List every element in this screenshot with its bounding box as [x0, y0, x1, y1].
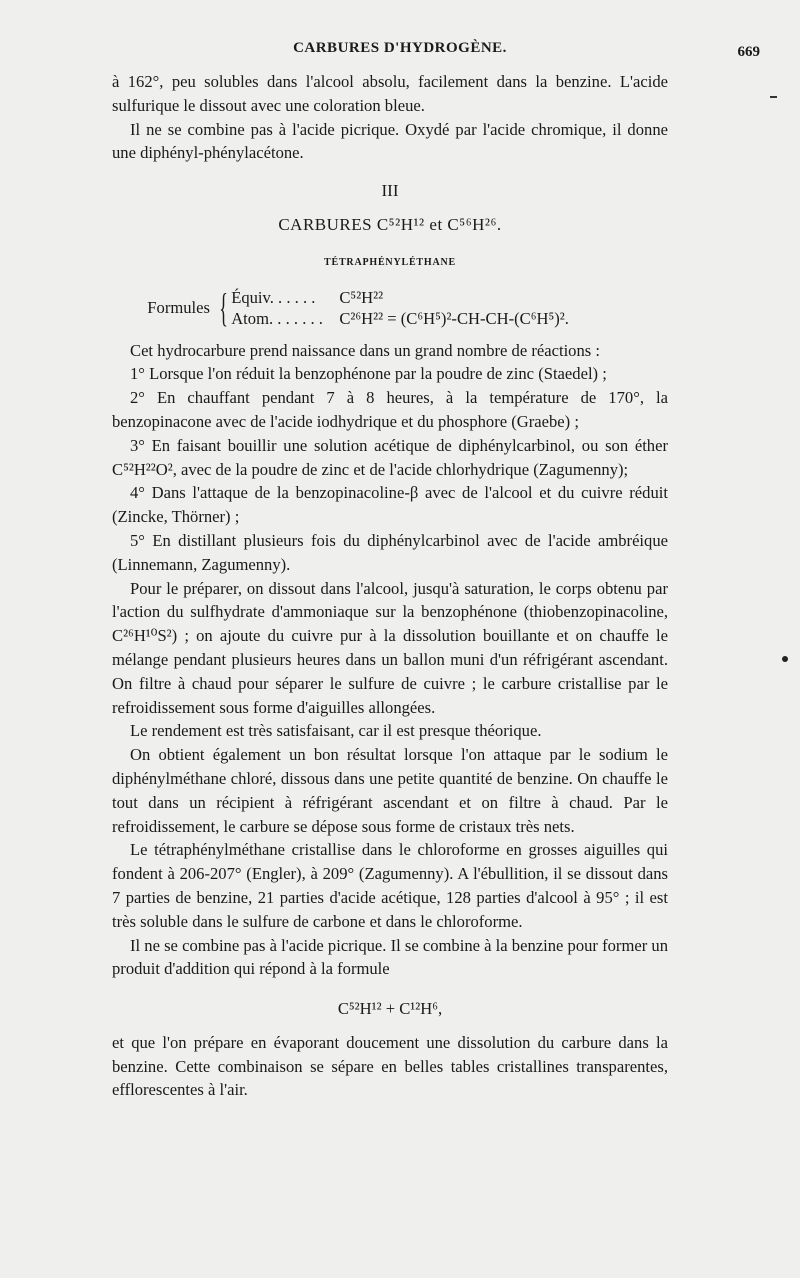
section-title: CARBURES C⁵²H¹² et C⁵⁶H²⁶. [278, 214, 502, 234]
ink-speck [782, 656, 788, 662]
ink-mark [770, 96, 777, 98]
paragraph: On obtient également un bon résultat lorsque l'on attaque par le sodium le diphénylméthane chloré, dissous dans une petite quantité de benzine. On chauffe le tout dans un récipient à réfrigérant ascendant et on filtre à chaud. Par le refroidissement, le carbure se dépose sous forme de cristaux très nets. [112, 745, 668, 836]
list-item: 5° En distillant plusieurs fois du diphénylcarbinol avec de l'acide ambréique (Linnemann, Zagumenny). [112, 530, 668, 574]
list-item: 3° En faisant bouillir une solution acétique de diphénylcarbinol, ou son éther C⁵²H²²O², avec de la poudre de zinc et de l'acide chlorhydrique (Zagumenny); [112, 435, 668, 479]
list-item: 4° Dans l'attaque de la benzopinacoline-β avec de l'alcool et du cuivre réduit (Zincke, Thörner) ; [112, 483, 668, 527]
list-item: 2° En chauffant pendant 7 à 8 heures, à la température de 170°, la benzopinacone avec de l'acide iodhydrique et du phosphore (Graebe) ; [112, 388, 668, 431]
formula-atom-label: Atom. . . . . . . [231, 308, 323, 328]
body-text [112, 70, 668, 1102]
paragraph: Le rendement est très satisfaisant, car il est presque théorique. [130, 721, 542, 741]
formula-lines [231, 287, 569, 329]
formula-equiv [231, 287, 569, 308]
formula-equiv-label: Équiv. . . . . . [231, 287, 316, 307]
brace-glyph: { [219, 284, 228, 330]
paragraph: Pour le préparer, on dissout dans l'alcool, jusqu'à saturation, le corps obtenu par l'action du sulfhydrate d'ammoniaque sur la benzophénone (thiobenzopinacoline, C²⁶H¹⁰S²) ; on ajoute du cuivre pur à la dissolution bouillante et on chauffe le mélange pendant plusieurs heures dans un ballon muni d'un réfrigérant ascendant. On filtre à chaud pour séparer le sulfure de cuivre ; le carbure cristallise par le refroidissement sous forme d'aiguilles allongées. [112, 578, 668, 717]
running-title: CARBURES D'HYDROGÈNE. [293, 40, 507, 56]
running-head [0, 40, 800, 70]
formula-atom [231, 308, 569, 329]
paragraph: Cet hydrocarbure prend naissance dans un grand nombre de réactions : [130, 340, 600, 360]
formula-atom-value: C²⁶H²² = (C⁶H⁵)²-CH-CH-(C⁶H⁵)². [339, 308, 569, 328]
formula-block [112, 284, 668, 330]
paragraph: Le tétraphénylméthane cristallise dans le chloroforme en grosses aiguilles qui fondent à 206-207° (Engler), à 209° (Zagumenny). A l'ébullition, il se dissout dans 7 parties de benzine, 21 parties d'acide acétique, 128 parties d'alcool à 95° ; il est très soluble dans le sulfure de carbone et dans le chloroforme. [112, 840, 668, 931]
paragraph-continued: à 162°, peu solubles dans l'alcool absolu, facilement dans la benzine. L'acide sulfurique le dissout avec une coloration bleue. [112, 72, 668, 115]
list-item: 1° Lorsque l'on réduit la benzophénone par la poudre de zinc (Staedel) ; [130, 364, 607, 384]
paragraph: et que l'on prépare en évaporant doucement une dissolution du carbure dans la benzine. Cette combinaison se sépare en belles tables cristallines transparentes, efflorescentes à l'air. [112, 1032, 668, 1100]
paragraph: Il ne se combine pas à l'acide picrique. Oxydé par l'acide chromique, il donne une diphényl-phénylacétone. [112, 119, 668, 163]
formula-label: Formules [147, 297, 210, 317]
addition-formula: C⁵²H¹² + C¹²H⁶, [337, 999, 443, 1019]
page-number: 669 [737, 44, 760, 60]
formula-equiv-value: C⁵²H²² [339, 287, 384, 307]
compound-name: TÉTRAPHÉNYLÉTHANE [324, 256, 456, 268]
paragraph: Il ne se combine pas à l'acide picrique. Il se combine à la benzine pour former un produit d'addition qui répond à la formule [112, 935, 668, 979]
section-number: III [381, 181, 399, 201]
